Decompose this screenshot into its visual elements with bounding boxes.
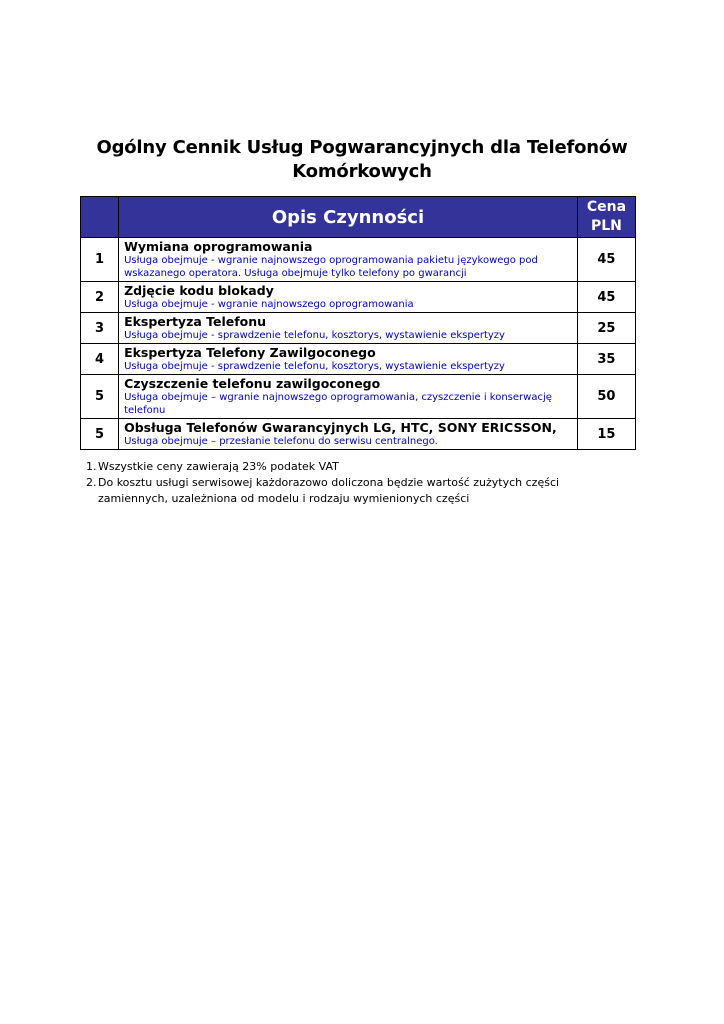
header-price-unit: PLN [590,218,622,234]
table-header [81,197,636,238]
footnote-text: Do kosztu usługi serwisowej każdorazowo doliczona będzie wartość zużytych części zamiennych, uzależniona od modelu i rodzaju wymienionych części [98,476,560,505]
footnotes [86,459,586,507]
service-description: Usługa obejmuje – przesłanie telefonu do serwisu centralnego. [124,436,438,447]
table-row [81,282,636,313]
footnote-number: 2. [86,476,97,489]
table-row [81,375,636,419]
service-description: Usługa obejmuje - sprawdzenie telefonu, kosztorys, wystawienie ekspertyzy [124,330,505,341]
service-description: Usługa obejmuje – wgranie najnowszego oprogramowania, czyszczenie i konserwację telefonu [124,392,552,416]
row-price: 15 [577,419,635,450]
row-price: 25 [577,313,635,344]
row-price: 50 [577,375,635,419]
service-description: Usługa obejmuje - wgranie najnowszego oprogramowania pakietu językowego pod wskazanego operatora. Usługa obejmuje tylko telefony po gwarancji [124,255,538,279]
service-name: Czyszczenie telefonu zawilgoconego [124,376,381,391]
row-description-cell [119,238,578,282]
service-name: Ekspertyza Telefonu [124,314,267,329]
service-name: Obsługa Telefonów Gwarancyjnych LG, HTC, SONY ERICSSON, [124,420,557,435]
row-description-cell [119,344,578,375]
price-table [80,196,636,450]
row-number: 3 [81,313,119,344]
table-row [81,419,636,450]
service-description: Usługa obejmuje - wgranie najnowszego oprogramowania [124,299,414,310]
footnote-text: Wszystkie ceny zawierają 23% podatek VAT [98,460,339,473]
row-price: 45 [577,238,635,282]
footnote-item [86,475,586,507]
header-description-cell: Opis Czynności [119,197,578,238]
footnote-item [86,459,586,475]
row-description-cell [119,419,578,450]
row-number: 1 [81,238,119,282]
service-name: Zdjęcie kodu blokady [124,283,274,298]
header-price-cell [577,197,635,238]
row-description-cell [119,282,578,313]
table-row [81,238,636,282]
table-body [81,238,636,450]
row-price: 35 [577,344,635,375]
row-description-cell [119,375,578,419]
service-description: Usługa obejmuje - sprawdzenie telefonu, kosztorys, wystawienie ekspertyzy [124,361,505,372]
page-title: Ogólny Cennik Usług Pogwarancyjnych dla Telefonów Komórkowych [96,137,628,182]
table-row [81,344,636,375]
footnote-number: 1. [86,460,97,473]
table-row [81,313,636,344]
row-number: 5 [81,419,119,450]
row-description-cell [119,313,578,344]
service-name: Ekspertyza Telefony Zawilgoconego [124,345,376,360]
table-header-row [81,197,636,238]
header-price-label: Cena [586,199,627,215]
row-number: 5 [81,375,119,419]
header-num-cell [81,197,119,238]
service-name: Wymiana oprogramowania [124,239,313,254]
row-price: 45 [577,282,635,313]
row-number: 4 [81,344,119,375]
row-number: 2 [81,282,119,313]
